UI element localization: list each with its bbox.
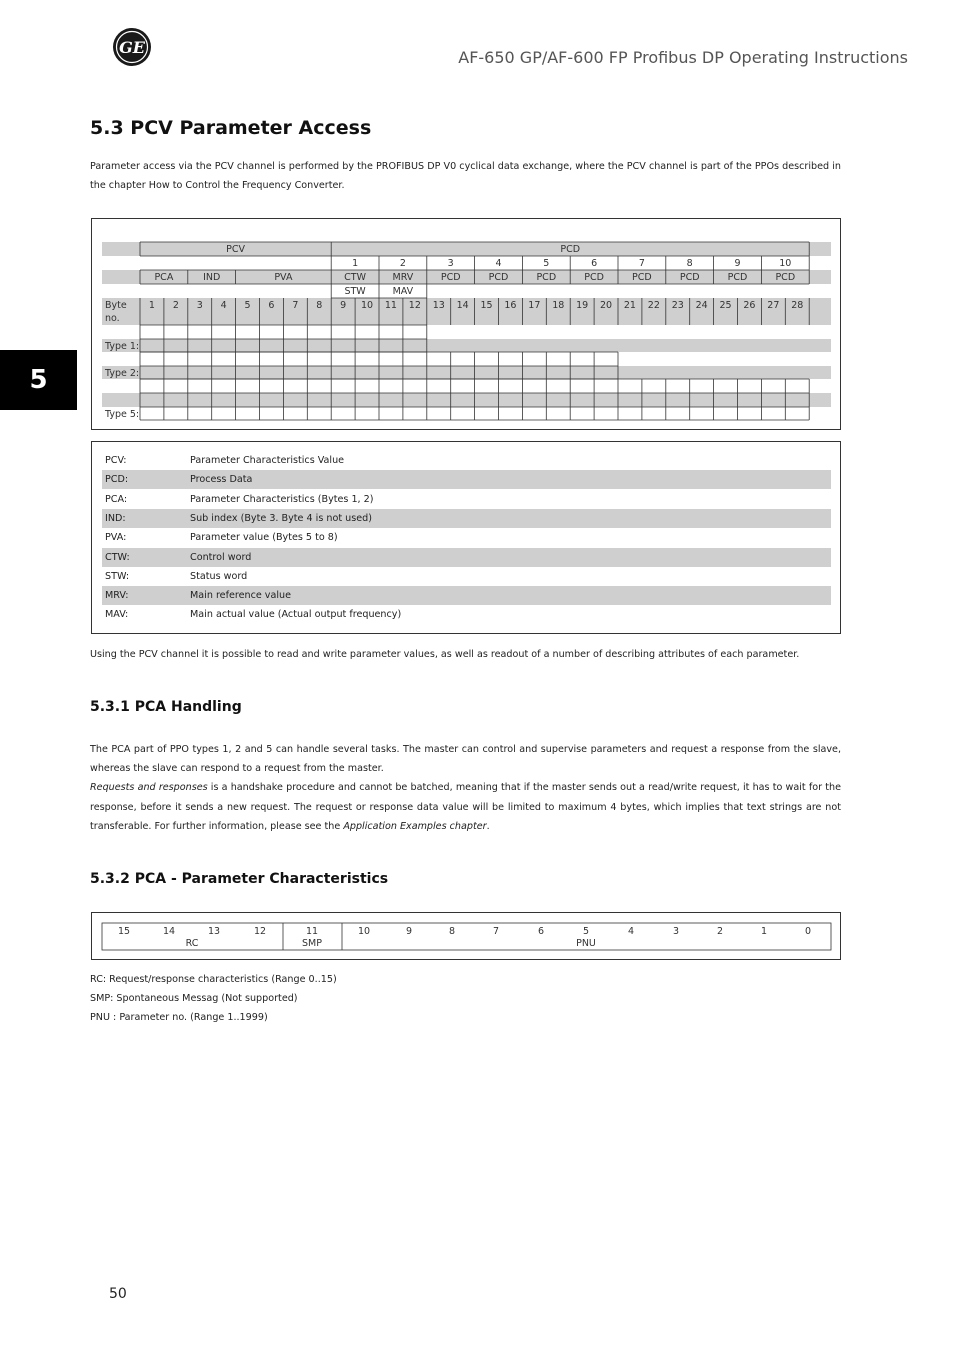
table-shade-band xyxy=(102,242,831,256)
bit-number: 0 xyxy=(804,926,812,937)
bit-number: 1 xyxy=(760,926,768,937)
pcv-part-label: PVA xyxy=(274,272,293,283)
legend-description: Parameter Characteristics (Bytes 1, 2) xyxy=(190,493,374,505)
pcd-part-label: PCD xyxy=(584,272,604,283)
byte-number: 10 xyxy=(361,300,374,311)
pcd-part-label: PCD xyxy=(536,272,557,283)
byte-number: 26 xyxy=(743,300,756,311)
legend-row xyxy=(102,528,831,547)
pca-handling-para2 xyxy=(90,778,841,836)
bit-number: 3 xyxy=(672,926,680,937)
legend-abbreviation: IND: xyxy=(105,512,126,524)
pcd-word-number: 10 xyxy=(779,258,792,269)
legend-abbreviation: MRV: xyxy=(105,590,129,602)
abbreviation-legend xyxy=(91,441,841,634)
pcd-word-number: 2 xyxy=(399,258,406,269)
byte-number: 1 xyxy=(148,300,155,311)
ppo-type-label: Type 2: xyxy=(105,368,140,379)
byte-number: 9 xyxy=(340,300,347,311)
byte-number: 20 xyxy=(600,300,613,311)
legend-abbreviation: PCD: xyxy=(105,474,129,486)
pcd-word-number: 3 xyxy=(447,258,454,269)
field-label-rc: RC xyxy=(185,938,199,949)
header-blank-area xyxy=(140,256,331,270)
byte-number: 23 xyxy=(671,300,684,311)
logo-text: GE xyxy=(119,38,145,57)
legend-abbreviation: PCA: xyxy=(105,493,128,505)
smp-note: SMP: Spontaneous Messag (Not supported) xyxy=(90,993,298,1004)
byte-number: 6 xyxy=(268,300,275,311)
pcd-alt-label: STW xyxy=(344,286,366,297)
field-label-pnu: PNU xyxy=(576,938,596,949)
byte-number: 12 xyxy=(408,300,421,311)
pcv-note: Using the PCV channel it is possible to read and write parameter values, as well as readout of a number of describing attributes of each parameter. xyxy=(90,649,800,660)
ppo-structure-table xyxy=(91,218,841,430)
chapter-tab: 5 xyxy=(0,350,77,410)
legend-description: Main reference value xyxy=(190,590,292,602)
para2-emphasis: Requests and responses xyxy=(90,782,208,794)
byte-number: 17 xyxy=(528,300,541,311)
pcd-group-label: PCD xyxy=(560,244,581,255)
legend-row xyxy=(102,548,831,567)
bit-number: 10 xyxy=(357,926,371,937)
ge-logo xyxy=(112,27,152,67)
byte-number: 21 xyxy=(623,300,636,311)
pca-handling-para1: The PCA part of PPO types 1, 2 and 5 can handle several tasks. The master can control and supervise parameters and request a response from the slave, whereas the slave can respond to a request from the master. xyxy=(90,744,841,775)
pcd-part-label: PCD xyxy=(679,272,700,283)
document-title: AF-650 GP/AF-600 FP Profibus DP Operating Instructions xyxy=(458,48,908,67)
legend-description: Process Data xyxy=(190,474,253,486)
bit-number: 14 xyxy=(162,926,176,937)
bit-number: 13 xyxy=(207,926,221,937)
legend-description: Main actual value (Actual output frequency) xyxy=(190,609,402,621)
legend-description: Status word xyxy=(190,570,248,582)
byte-number: 15 xyxy=(480,300,493,311)
byte-number: 11 xyxy=(384,300,397,311)
legend-description: Sub index (Byte 3. Byte 4 is not used) xyxy=(190,512,372,524)
byte-number: 13 xyxy=(432,300,445,311)
rc-note: RC: Request/response characteristics (Range 0..15) xyxy=(90,974,337,985)
byte-number: 24 xyxy=(695,300,708,311)
pcd-part-label: PCD xyxy=(440,272,461,283)
legend-row xyxy=(102,470,831,489)
bit-number: 7 xyxy=(492,926,500,937)
bit-number: 8 xyxy=(448,926,456,937)
byte-label: Byte xyxy=(105,300,127,311)
legend-description: Parameter value (Bytes 5 to 8) xyxy=(190,532,338,544)
legend-abbreviation: PVA: xyxy=(105,532,127,544)
pcd-word-number: 4 xyxy=(495,258,502,269)
pnu-note: PNU : Parameter no. (Range 1..1999) xyxy=(90,1012,268,1023)
page-number: 50 xyxy=(109,1286,127,1302)
para2-end: . xyxy=(486,820,490,832)
legend-description: Control word xyxy=(190,551,252,563)
pcd-part-label: MRV xyxy=(392,272,414,283)
byte-label-2: no. xyxy=(105,313,120,324)
ppo-table-graphic xyxy=(92,219,842,431)
legend-row xyxy=(102,605,831,624)
byte-number: 8 xyxy=(316,300,323,311)
pcd-word-number: 5 xyxy=(543,258,550,269)
bit-number: 9 xyxy=(405,926,413,937)
pcv-part-label: PCA xyxy=(154,272,174,283)
pcd-word-number: 8 xyxy=(686,258,693,269)
legend-row xyxy=(102,509,831,528)
field-label-smp: SMP xyxy=(302,938,322,949)
legend-abbreviation: MAV: xyxy=(105,609,129,621)
legend-abbreviation: PCV: xyxy=(105,455,127,466)
bit-number: 5 xyxy=(582,926,590,937)
pcd-word-number: 9 xyxy=(734,258,741,269)
pcd-part-label: PCD xyxy=(632,272,652,283)
byte-number: 2 xyxy=(172,300,179,311)
bit-number: 6 xyxy=(537,926,545,937)
para2-reference: Application Examples chapter xyxy=(343,820,487,832)
section-heading: 5.3 PCV Parameter Access xyxy=(90,117,372,139)
pcd-part-label: PCD xyxy=(488,272,509,283)
pca-bit-table xyxy=(91,912,841,960)
byte-number: 19 xyxy=(576,300,589,311)
pcd-alt-label: MAV xyxy=(392,286,414,297)
byte-number: 4 xyxy=(220,300,227,311)
byte-number: 5 xyxy=(244,300,251,311)
byte-number: 27 xyxy=(767,300,780,311)
legend-abbreviation: STW: xyxy=(105,570,130,582)
pcd-word-number: 1 xyxy=(352,258,359,269)
pca-handling-text xyxy=(90,740,841,836)
pcd-word-number: 6 xyxy=(591,258,598,269)
bit-number: 15 xyxy=(117,926,131,937)
bit-number: 11 xyxy=(305,926,319,937)
bit-number: 2 xyxy=(716,926,724,937)
byte-number: 18 xyxy=(552,300,565,311)
legend-description: Parameter Characteristics Value xyxy=(190,455,345,466)
pcd-word-number: 7 xyxy=(638,258,645,269)
section-intro: Parameter access via the PCV channel is performed by the PROFIBUS DP V0 cyclical data exchange, where the PCV channel is part of the PPOs described in the chapter How to Control the Frequency Converter. xyxy=(90,161,841,192)
pcd-part-label: PCD xyxy=(727,272,748,283)
legend-row xyxy=(102,586,831,605)
pca-handling-heading: 5.3.1 PCA Handling xyxy=(90,699,242,715)
byte-number: 14 xyxy=(456,300,469,311)
pca-characteristics-heading: 5.3.2 PCA - Parameter Characteristics xyxy=(90,871,389,887)
byte-number: 22 xyxy=(647,300,660,311)
pcd-part-label: CTW xyxy=(344,272,367,283)
ppo-type-label: Type 1: xyxy=(105,341,140,352)
legend-abbreviation: CTW: xyxy=(105,551,130,563)
pcv-part-label: IND xyxy=(203,272,221,283)
pca-bit-graphic xyxy=(92,913,842,961)
bit-number: 4 xyxy=(627,926,635,937)
ppo-type-label: Type 5: xyxy=(105,409,140,420)
byte-number: 3 xyxy=(196,300,203,311)
legend-row xyxy=(102,451,831,470)
byte-number: 16 xyxy=(504,300,517,311)
byte-number: 25 xyxy=(719,300,732,311)
byte-number: 28 xyxy=(791,300,804,311)
pcd-part-label: PCD xyxy=(775,272,796,283)
legend-row xyxy=(102,490,831,509)
bit-number: 12 xyxy=(253,926,267,937)
legend-row xyxy=(102,567,831,586)
pcv-group-label: PCV xyxy=(226,244,246,255)
header-blank-area xyxy=(140,284,331,298)
para2-body: is a handshake procedure and cannot be batched, meaning that if the master sends out a read/write request, it has to wait for the response, before it sends a new request. The request or response data value will be limited to maximum 4 bytes, which implies that text strings are not transferable. For further information, please see the xyxy=(90,782,841,832)
byte-number: 7 xyxy=(292,300,299,311)
